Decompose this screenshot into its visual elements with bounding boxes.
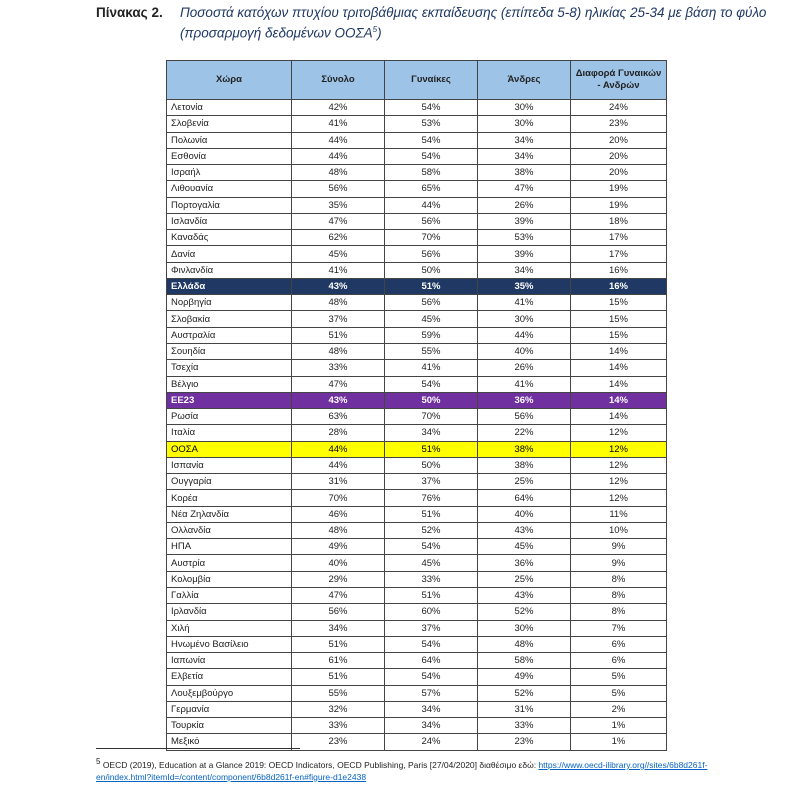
cell-country: Ηνωμένο Βασίλειο: [167, 636, 292, 652]
cell-men: 53%: [478, 230, 571, 246]
cell-women: 51%: [385, 441, 478, 457]
cell-difference: 14%: [571, 376, 667, 392]
cell-men: 30%: [478, 311, 571, 327]
table-row: [167, 343, 667, 359]
cell-women: 54%: [385, 539, 478, 555]
cell-men: 31%: [478, 701, 571, 717]
table-row: [167, 636, 667, 652]
cell-country: Τουρκία: [167, 718, 292, 734]
cell-women: 56%: [385, 295, 478, 311]
cell-total: 43%: [292, 392, 385, 408]
cell-men: 39%: [478, 213, 571, 229]
cell-men: 23%: [478, 734, 571, 750]
table-row: [167, 522, 667, 538]
cell-men: 30%: [478, 116, 571, 132]
cell-women: 51%: [385, 278, 478, 294]
cell-men: 56%: [478, 409, 571, 425]
table-body: [167, 100, 667, 751]
cell-women: 44%: [385, 197, 478, 213]
cell-total: 48%: [292, 522, 385, 538]
table-row: [167, 327, 667, 343]
cell-women: 41%: [385, 360, 478, 376]
cell-country: Αυστραλία: [167, 327, 292, 343]
cell-total: 48%: [292, 295, 385, 311]
cell-country: ΗΠΑ: [167, 539, 292, 555]
cell-total: 47%: [292, 213, 385, 229]
cell-difference: 9%: [571, 555, 667, 571]
cell-total: 55%: [292, 685, 385, 701]
cell-difference: 17%: [571, 230, 667, 246]
cell-country: ΕΕ23: [167, 392, 292, 408]
cell-men: 35%: [478, 278, 571, 294]
cell-total: 41%: [292, 262, 385, 278]
table-row: [167, 311, 667, 327]
cell-men: 43%: [478, 587, 571, 603]
cell-country: ΟΟΣΑ: [167, 441, 292, 457]
cell-men: 26%: [478, 197, 571, 213]
cell-total: 35%: [292, 197, 385, 213]
cell-women: 70%: [385, 409, 478, 425]
cell-total: 23%: [292, 734, 385, 750]
cell-total: 51%: [292, 327, 385, 343]
cell-total: 56%: [292, 604, 385, 620]
cell-women: 56%: [385, 246, 478, 262]
cell-difference: 14%: [571, 409, 667, 425]
cell-difference: 23%: [571, 116, 667, 132]
cell-men: 38%: [478, 441, 571, 457]
education-table: [166, 60, 667, 751]
cell-country: Βέλγιο: [167, 376, 292, 392]
header-total: Σύνολο: [292, 61, 385, 100]
cell-men: 34%: [478, 262, 571, 278]
cell-women: 50%: [385, 392, 478, 408]
cell-difference: 17%: [571, 246, 667, 262]
cell-difference: 1%: [571, 734, 667, 750]
cell-total: 47%: [292, 376, 385, 392]
cell-men: 22%: [478, 425, 571, 441]
table-header-row: [167, 61, 667, 100]
table-row: [167, 165, 667, 181]
cell-women: 51%: [385, 506, 478, 522]
table-row: [167, 441, 667, 457]
cell-women: 33%: [385, 571, 478, 587]
caption-close-paren: ): [377, 25, 382, 41]
cell-difference: 12%: [571, 457, 667, 473]
cell-difference: 8%: [571, 587, 667, 603]
header-difference: Διαφορά Γυναικών - Ανδρών: [571, 61, 667, 100]
cell-men: 44%: [478, 327, 571, 343]
cell-total: 32%: [292, 701, 385, 717]
cell-country: Λετονία: [167, 100, 292, 116]
cell-country: Λουξεμβούργο: [167, 685, 292, 701]
cell-total: 63%: [292, 409, 385, 425]
table-row: [167, 718, 667, 734]
cell-men: 34%: [478, 148, 571, 164]
cell-men: 43%: [478, 522, 571, 538]
cell-total: 49%: [292, 539, 385, 555]
cell-country: Φινλανδία: [167, 262, 292, 278]
cell-total: 44%: [292, 457, 385, 473]
cell-men: 25%: [478, 474, 571, 490]
cell-difference: 10%: [571, 522, 667, 538]
cell-total: 45%: [292, 246, 385, 262]
table-row: [167, 392, 667, 408]
cell-men: 49%: [478, 669, 571, 685]
cell-difference: 12%: [571, 474, 667, 490]
cell-total: 43%: [292, 278, 385, 294]
cell-men: 26%: [478, 360, 571, 376]
header-women: Γυναίκες: [385, 61, 478, 100]
cell-men: 40%: [478, 343, 571, 359]
table-row: [167, 685, 667, 701]
cell-men: 38%: [478, 457, 571, 473]
cell-difference: 14%: [571, 343, 667, 359]
cell-men: 52%: [478, 604, 571, 620]
table-row: [167, 100, 667, 116]
table-row: [167, 181, 667, 197]
cell-difference: 2%: [571, 701, 667, 717]
header-men: Άνδρες: [478, 61, 571, 100]
cell-difference: 18%: [571, 213, 667, 229]
cell-men: 30%: [478, 620, 571, 636]
cell-women: 51%: [385, 587, 478, 603]
cell-women: 64%: [385, 653, 478, 669]
table-row: [167, 701, 667, 717]
footnote: [96, 756, 736, 783]
table-row: [167, 278, 667, 294]
cell-country: Ιαπωνία: [167, 653, 292, 669]
table-row: [167, 376, 667, 392]
header-country: Χώρα: [167, 61, 292, 100]
cell-total: 31%: [292, 474, 385, 490]
table-row: [167, 409, 667, 425]
cell-men: 40%: [478, 506, 571, 522]
table-row: [167, 539, 667, 555]
cell-country: Ελλάδα: [167, 278, 292, 294]
cell-total: 41%: [292, 116, 385, 132]
cell-difference: 12%: [571, 490, 667, 506]
cell-total: 33%: [292, 360, 385, 376]
cell-country: Ισπανία: [167, 457, 292, 473]
cell-country: Ιταλία: [167, 425, 292, 441]
cell-men: 39%: [478, 246, 571, 262]
cell-country: Σλοβενία: [167, 116, 292, 132]
cell-men: 41%: [478, 295, 571, 311]
cell-difference: 1%: [571, 718, 667, 734]
cell-country: Σουηδία: [167, 343, 292, 359]
cell-women: 50%: [385, 457, 478, 473]
cell-difference: 6%: [571, 653, 667, 669]
cell-difference: 6%: [571, 636, 667, 652]
cell-total: 44%: [292, 441, 385, 457]
cell-difference: 20%: [571, 148, 667, 164]
cell-country: Ισλανδία: [167, 213, 292, 229]
cell-women: 45%: [385, 555, 478, 571]
cell-women: 54%: [385, 148, 478, 164]
cell-women: 50%: [385, 262, 478, 278]
cell-total: 28%: [292, 425, 385, 441]
cell-women: 54%: [385, 132, 478, 148]
cell-total: 51%: [292, 669, 385, 685]
cell-men: 33%: [478, 718, 571, 734]
cell-difference: 20%: [571, 132, 667, 148]
cell-total: 46%: [292, 506, 385, 522]
cell-total: 33%: [292, 718, 385, 734]
cell-women: 34%: [385, 425, 478, 441]
cell-women: 34%: [385, 718, 478, 734]
cell-men: 52%: [478, 685, 571, 701]
cell-total: 42%: [292, 100, 385, 116]
table-row: [167, 457, 667, 473]
cell-country: Κολομβία: [167, 571, 292, 587]
cell-difference: 15%: [571, 327, 667, 343]
table-row: [167, 246, 667, 262]
table-row: [167, 474, 667, 490]
cell-country: Νέα Ζηλανδία: [167, 506, 292, 522]
cell-difference: 16%: [571, 278, 667, 294]
cell-women: 60%: [385, 604, 478, 620]
cell-total: 34%: [292, 620, 385, 636]
cell-women: 76%: [385, 490, 478, 506]
cell-women: 37%: [385, 474, 478, 490]
cell-men: 36%: [478, 392, 571, 408]
cell-difference: 5%: [571, 685, 667, 701]
table-row: [167, 587, 667, 603]
cell-difference: 8%: [571, 604, 667, 620]
cell-men: 38%: [478, 165, 571, 181]
table-row: [167, 490, 667, 506]
cell-total: 48%: [292, 343, 385, 359]
cell-women: 24%: [385, 734, 478, 750]
cell-country: Αυστρία: [167, 555, 292, 571]
cell-country: Ρωσία: [167, 409, 292, 425]
cell-women: 54%: [385, 376, 478, 392]
cell-difference: 9%: [571, 539, 667, 555]
cell-country: Λιθουανία: [167, 181, 292, 197]
cell-country: Εσθονία: [167, 148, 292, 164]
cell-total: 48%: [292, 165, 385, 181]
table-row: [167, 132, 667, 148]
table-row: [167, 230, 667, 246]
cell-difference: 24%: [571, 100, 667, 116]
cell-country: Ολλανδία: [167, 522, 292, 538]
caption-footnote-ref: 5: [372, 25, 378, 34]
cell-men: 47%: [478, 181, 571, 197]
cell-country: Δανία: [167, 246, 292, 262]
cell-difference: 14%: [571, 360, 667, 376]
cell-country: Ιρλανδία: [167, 604, 292, 620]
cell-country: Καναδάς: [167, 230, 292, 246]
footnote-link[interactable]: https://www.oecd-ilibrary.org//sites/6b8d261f-en/index.html?itemId=/content/component/6b8d261f-en#figure-d1e2438: [96, 759, 708, 782]
footnote-text: OECD (2019), Education at a Glance 2019: OECD Indicators, OECD Publishing, Paris [27/04/2020] διαθέσιμο εδώ:: [100, 759, 539, 770]
cell-country: Πορτογαλία: [167, 197, 292, 213]
cell-difference: 19%: [571, 197, 667, 213]
table-row: [167, 295, 667, 311]
cell-difference: 7%: [571, 620, 667, 636]
cell-country: Ισραήλ: [167, 165, 292, 181]
table-row: [167, 360, 667, 376]
cell-country: Μεξικό: [167, 734, 292, 750]
cell-men: 58%: [478, 653, 571, 669]
cell-total: 37%: [292, 311, 385, 327]
cell-difference: 14%: [571, 392, 667, 408]
cell-women: 56%: [385, 213, 478, 229]
cell-country: Σλοβακία: [167, 311, 292, 327]
cell-women: 45%: [385, 311, 478, 327]
table-row: [167, 571, 667, 587]
cell-difference: 16%: [571, 262, 667, 278]
cell-men: 36%: [478, 555, 571, 571]
cell-country: Γαλλία: [167, 587, 292, 603]
cell-total: 62%: [292, 230, 385, 246]
caption-text: [180, 4, 786, 42]
cell-women: 54%: [385, 100, 478, 116]
table-row: [167, 506, 667, 522]
table-row: [167, 148, 667, 164]
cell-men: 30%: [478, 100, 571, 116]
cell-men: 48%: [478, 636, 571, 652]
cell-men: 45%: [478, 539, 571, 555]
table-row: [167, 604, 667, 620]
table-row: [167, 555, 667, 571]
cell-total: 51%: [292, 636, 385, 652]
cell-difference: 15%: [571, 295, 667, 311]
table-row: [167, 425, 667, 441]
table-caption: [96, 4, 786, 42]
cell-total: 29%: [292, 571, 385, 587]
cell-men: 64%: [478, 490, 571, 506]
cell-difference: 12%: [571, 441, 667, 457]
table-row: [167, 669, 667, 685]
caption-label: Πίνακας 2.: [96, 5, 163, 20]
cell-women: 57%: [385, 685, 478, 701]
cell-women: 53%: [385, 116, 478, 132]
cell-country: Ελβετία: [167, 669, 292, 685]
cell-difference: 8%: [571, 571, 667, 587]
cell-women: 34%: [385, 701, 478, 717]
cell-total: 56%: [292, 181, 385, 197]
cell-country: Τσεχία: [167, 360, 292, 376]
cell-country: Πολωνία: [167, 132, 292, 148]
cell-difference: 15%: [571, 311, 667, 327]
cell-men: 25%: [478, 571, 571, 587]
cell-women: 70%: [385, 230, 478, 246]
cell-difference: 11%: [571, 506, 667, 522]
cell-total: 40%: [292, 555, 385, 571]
cell-country: Γερμανία: [167, 701, 292, 717]
cell-country: Ουγγαρία: [167, 474, 292, 490]
cell-total: 44%: [292, 148, 385, 164]
cell-men: 34%: [478, 132, 571, 148]
cell-difference: 12%: [571, 425, 667, 441]
cell-women: 59%: [385, 327, 478, 343]
cell-women: 58%: [385, 165, 478, 181]
table-row: [167, 213, 667, 229]
cell-women: 37%: [385, 620, 478, 636]
table-row: [167, 116, 667, 132]
cell-total: 44%: [292, 132, 385, 148]
cell-men: 41%: [478, 376, 571, 392]
footnote-divider: [96, 748, 300, 749]
cell-women: 54%: [385, 669, 478, 685]
cell-difference: 19%: [571, 181, 667, 197]
cell-country: Νορβηγία: [167, 295, 292, 311]
cell-total: 61%: [292, 653, 385, 669]
footnote-number: 5: [96, 757, 101, 766]
table-row: [167, 262, 667, 278]
cell-women: 54%: [385, 636, 478, 652]
cell-difference: 5%: [571, 669, 667, 685]
cell-women: 55%: [385, 343, 478, 359]
cell-country: Χιλή: [167, 620, 292, 636]
cell-total: 70%: [292, 490, 385, 506]
cell-country: Κορέα: [167, 490, 292, 506]
cell-women: 65%: [385, 181, 478, 197]
caption-text-body: Ποσοστά κατόχων πτυχίου τριτοβάθμιας εκπαίδευσης (επίπεδα 5-8) ηλικίας 25-34 με βάση το φύλο (προσαρμογή δεδομένων ΟΟΣΑ: [180, 5, 767, 41]
table-row: [167, 653, 667, 669]
cell-total: 47%: [292, 587, 385, 603]
table-row: [167, 620, 667, 636]
cell-women: 52%: [385, 522, 478, 538]
cell-difference: 20%: [571, 165, 667, 181]
table-row: [167, 197, 667, 213]
